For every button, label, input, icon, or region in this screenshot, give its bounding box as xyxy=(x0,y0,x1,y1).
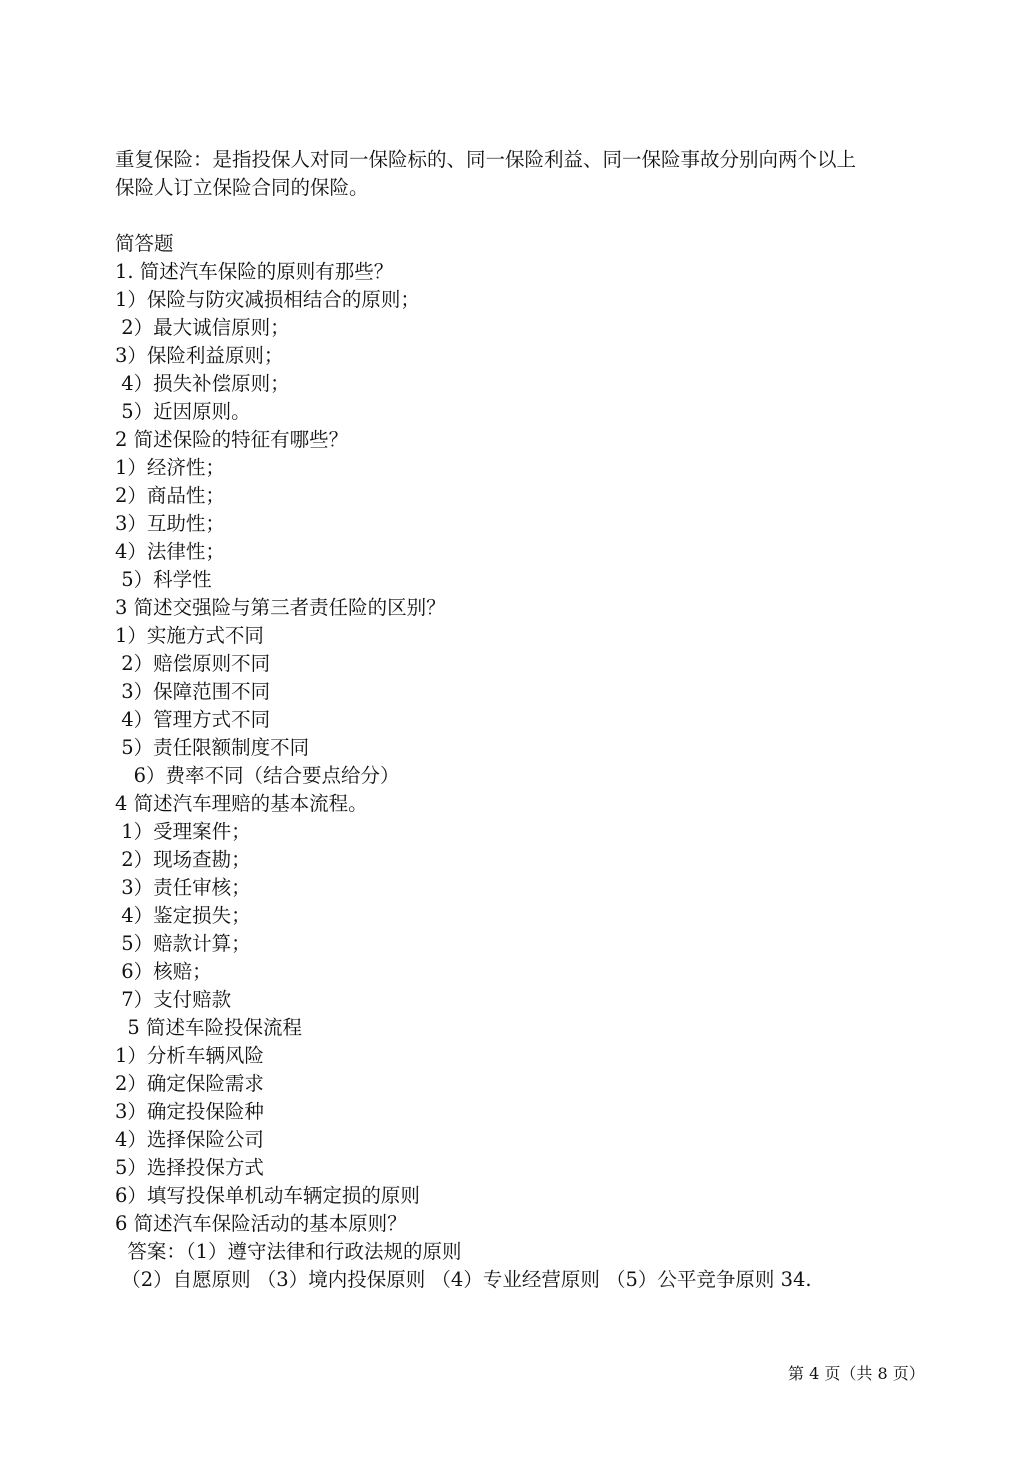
question-1: 1. 简述汽车保险的原则有那些？ xyxy=(115,260,394,283)
answer-line: 1）实施方式不同 xyxy=(115,624,264,647)
answer-line: 2）赔偿原则不同 xyxy=(115,652,271,675)
answer-line: 6）费率不同（结合要点给分） xyxy=(115,764,400,787)
definition-line-1: 重复保险：是指投保人对同一保险标的、同一保险利益、同一保险事故分别向两个以上 xyxy=(115,148,857,171)
answer-line: 3）保险利益原则； xyxy=(115,344,284,367)
answer-line: 2）确定保险需求 xyxy=(115,1072,264,1095)
answer-line: 4）鉴定损失； xyxy=(115,904,251,927)
answer-line: 2）最大诚信原则； xyxy=(115,316,290,339)
answer-line: 5）科学性 xyxy=(115,568,212,591)
answer-line: 5）选择投保方式 xyxy=(115,1156,264,1179)
definition-line-2: 保险人订立保险合同的保险。 xyxy=(115,176,369,199)
answer-line: 4）法律性； xyxy=(115,540,225,563)
answer-line: 1）受理案件； xyxy=(115,820,251,843)
answer-line: 3）互助性； xyxy=(115,512,225,535)
answer-line: 1）保险与防灾减损相结合的原则； xyxy=(115,288,420,311)
question-4: 4 简述汽车理赔的基本流程。 xyxy=(115,792,368,815)
answer-line: （2）自愿原则 （3）境内投保原则 （4）专业经营原则 （5）公平竞争原则 34. xyxy=(115,1268,812,1291)
answer-line: 答案：（1）遵守法律和行政法规的原则 xyxy=(115,1240,462,1263)
answer-line: 3）责任审核； xyxy=(115,876,251,899)
section-title: 简答题 xyxy=(115,232,174,255)
answer-line: 4）选择保险公司 xyxy=(115,1128,264,1151)
answer-line: 7）支付赔款 xyxy=(115,988,232,1011)
answer-line: 1）经济性； xyxy=(115,456,225,479)
answer-line: 4）损失补偿原则； xyxy=(115,372,290,395)
question-3: 3 简述交强险与第三者责任险的区别？ xyxy=(115,596,446,619)
question-2: 2 简述保险的特征有哪些？ xyxy=(115,428,349,451)
answer-line: 3）确定投保险种 xyxy=(115,1100,264,1123)
answer-line: 2）商品性； xyxy=(115,484,225,507)
answer-line: 4）管理方式不同 xyxy=(115,708,271,731)
question-6: 6 简述汽车保险活动的基本原则？ xyxy=(115,1212,407,1235)
answer-line: 3）保障范围不同 xyxy=(115,680,271,703)
answer-line: 6）核赔； xyxy=(115,960,212,983)
answer-line: 6）填写投保单机动车辆定损的原则 xyxy=(115,1184,420,1207)
answer-line: 5）赔款计算； xyxy=(115,932,251,955)
answer-line: 5）责任限额制度不同 xyxy=(115,736,310,759)
answer-line: 1）分析车辆风险 xyxy=(115,1044,264,1067)
answer-line: 2）现场查勘； xyxy=(115,848,251,871)
page-number-footer: 第 4 页（共 8 页） xyxy=(788,1364,925,1383)
answer-line: 5）近因原则。 xyxy=(115,400,251,423)
question-5: 5 简述车险投保流程 xyxy=(115,1016,303,1039)
